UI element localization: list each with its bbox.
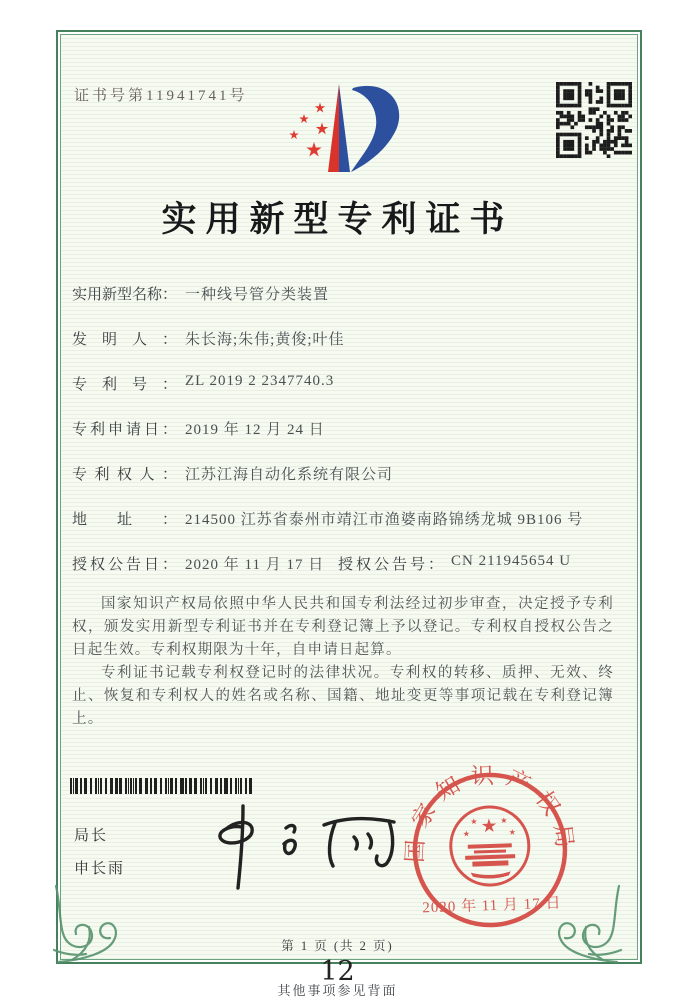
- grant-date-pair: [72, 553, 324, 574]
- certificate-number: 证书号第11941741号: [74, 88, 248, 104]
- field-row-filing-date: [72, 418, 617, 463]
- legal-paragraph-2: 专利证书记载专利权登记时的法律状况。专利权的转移、质押、无效、终止、恢复和专利权人的姓名或名称、国籍、地址变更等事项记载在专利登记簿上。: [72, 665, 614, 727]
- grant-number-pair: [338, 553, 571, 574]
- field-value: 2019 年 12 月 24 日: [185, 422, 325, 438]
- cnipa-patent-logo: [273, 72, 413, 182]
- barcode: [70, 778, 252, 794]
- director-name: 申长雨: [74, 860, 126, 877]
- official-seal: [389, 751, 592, 954]
- qr-code: [556, 82, 632, 158]
- field-value: 朱长海;朱伟;黄俊;叶佳: [185, 332, 345, 348]
- field-value: 江苏江海自动化系统有限公司: [185, 467, 394, 483]
- logo-p-bowl: [351, 86, 399, 172]
- logo-wedge-red: [328, 84, 339, 172]
- field-row-patent-number: [72, 373, 617, 418]
- field-row-inventors: [72, 328, 617, 373]
- legal-paragraph-1: 国家知识产权局依照中华人民共和国专利法经过初步审查，决定授予专利权，颁发实用新型专利证书并在专利登记簿上予以登记。专利权自授权公告之日起生效。专利权期限为十年，自申请日起算。: [72, 596, 614, 658]
- logo-wedge-blue: [339, 84, 350, 172]
- field-label: 专利申请日：: [72, 422, 177, 438]
- field-row-address: [72, 508, 617, 553]
- field-label: 专利号：: [72, 377, 177, 393]
- director-signature: [196, 798, 406, 893]
- grant-date-label: 授权公告日：: [72, 557, 177, 573]
- logo-stars: [289, 103, 328, 157]
- director-block: [74, 824, 125, 890]
- certificate-title: 实用新型专利证书: [161, 200, 514, 239]
- field-label: 发明人：: [72, 332, 177, 348]
- grant-number-label: 授权公告号：: [338, 557, 443, 573]
- seal-date: 2020 年 11 月 17 日: [422, 895, 562, 917]
- backside-note: 其他事项参见背面: [277, 983, 398, 998]
- director-title: 局长: [74, 827, 109, 844]
- field-label: 实用新型名称：: [72, 287, 178, 303]
- field-value: ZL 2019 2 2347740.3: [185, 373, 335, 389]
- seal-national-emblem: [449, 806, 530, 887]
- legal-text: [72, 593, 614, 731]
- grant-number-value: CN 211945654 U: [451, 553, 572, 569]
- grant-date-value: 2020 年 11 月 17 日: [185, 557, 325, 573]
- seal-text-arc: 国家知识产权局: [402, 762, 579, 864]
- field-label: 专利权人：: [72, 467, 177, 483]
- page-footer: 第 1 页 (共 2 页): [281, 939, 394, 953]
- field-row-patentee: [72, 463, 617, 508]
- field-value: 一种线号管分类装置: [185, 287, 330, 303]
- field-label: 地址：: [72, 512, 177, 528]
- field-list: [72, 283, 617, 553]
- field-row-name: [72, 283, 617, 328]
- field-value: 214500 江苏省泰州市靖江市渔婆南路锦绣龙城 9B106 号: [185, 512, 584, 528]
- scan-page-number: 12: [320, 956, 355, 987]
